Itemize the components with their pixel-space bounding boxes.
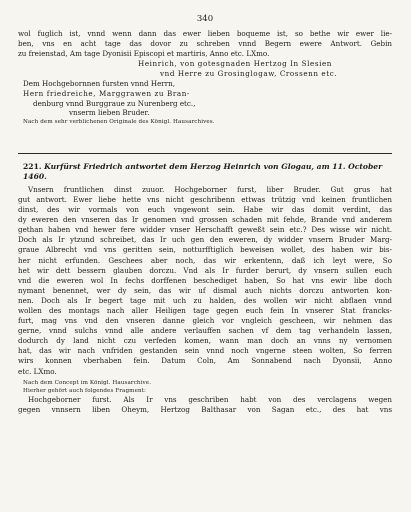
section-divider [18,153,392,154]
letter-continuation [18,29,392,126]
text-line: gethan haben vnd hewer fere widder vnser Herschafft geweßt sein etc.? Des wisse wir nicht. [18,225,392,235]
source-note: Nach dem sehr verblichenen Originale des Königl. Hausarchives. [23,118,215,125]
text-line: gerne, vnnd sulchs vnnd alle andere verlauffen sachen vf dem tag verhandeln lassen, [18,326,392,336]
text-line: wollen des montags nach aller Heiligen tage gegen euch fein In vnserer Stat francks- [18,305,392,315]
text-line: dodurch dy land nicht czu verfeden komen, wann man doch an vnns ny vernomen [18,336,392,346]
signature-line: Heinrich, von gotesgnaden Hertzog In Slesien [138,59,332,69]
address-line: denburg vnnd Burggraue zu Nurenberg etc., [33,98,196,108]
text-line: dinst, des wir vormals von euch vngewont sein. Habe wir das domit verdint, das [18,205,392,215]
text-line: gut antwort. Ewer liebe hette vns nicht geschribenn ettwas trützig vnd keinen fruntlichen [18,194,392,204]
text-line: her nicht erfunden. Geschees aber noch, das wir erkentenn, daß ich leyt were, So [18,255,392,265]
section-title: Kurfürst Friedrich antwortet dem Herzog Heinrich von Glogau, am 11. October 1460. [23,161,383,181]
text-line: dy eweren den vnseren das Ir genomen vnd grossen schaden mit fehde, Brande vnd anderem [18,215,392,225]
address-line: Dem Hochgebornnen fursten vnnd Herrn, [23,79,175,89]
text-line: furt, mag vns vnd den vnseren danne gleich vor vngleich gescheen, wir nehmen das [18,316,392,326]
letter-body [18,185,392,415]
source-note: Nach dem Concept im Königl. Hausarchive. [23,379,152,386]
page-number: 340 [196,14,214,24]
address-line: vnserm lieben Bruder. [69,108,150,118]
address-line: Hern friedreiche, Marggrawen zu Bran- [23,89,190,99]
address-block [18,79,392,117]
text-line: het wir dett bessern glauben dorczu. Vnd als Ir furder berurt, dy vnsern sullen euch [18,265,392,275]
text-line: Vnsern fruntlichen dinst zuuor. Hochgeborner furst, liber Bruder. Gut grus hat [28,184,392,194]
text-line: wirs konnen vberhaben fein. Datum Coln, Am Sonnabend nach Dyonsii, Anno [18,356,392,366]
text-line: wol fuglich ist, vnnd wenn dann das ewer lieben boqueme ist, so bethe wir ewer lie- [18,29,392,38]
text-line: nymant benennet, wer dy sein, das wir uf dismal auch nichts dorczu antworten kon- [18,285,392,295]
fragment-note: Hierher gehört auch folgendes Fragment: [23,387,147,394]
section-heading [18,162,392,182]
text-line: gegen vnnsern liben Oheym, Hertzog Balthasar von Sagan etc., des hat vns [18,404,392,414]
text-line: etc. LXmo. [18,366,57,376]
text-line: hat, das wir nach vnfriden gestanden sein vnnd noch vngerne steen wolten, So ferren [18,346,392,356]
signature-line: vnd Herre zu Grosinglogaw, Crossenn etc. [160,68,338,78]
text-line: zu freienstad, Am tage Dyonisii Episcopi et martiris, Anno etc. LXmo. [18,49,270,59]
text-line: graue Albrecht vnd vns geritten sein, notturfftiglich beweisen wollet, des haben wir bis- [18,245,392,255]
text-line: ben, vns en acht tage das dovor zu schreben vnnd Begern ewere Antwort. Gebin [18,39,392,49]
text-line: nen. Doch als Ir begert tage mit uch zu halden, des wollen wir nicht abflaen vnnd [18,295,392,305]
text-line: vnd die eweren wol In fechs dorffenen beschediget haben, So hat vns ewir libe doch [18,275,392,285]
section-number: 221. [23,161,42,171]
text-line: Hochgeborner furst. Als Ir vns geschriben habt von des verclagens wegen [28,394,392,404]
text-line: Doch als Ir ytzund schreibet, das Ir uch gen den eweren, dy widder vnsern Bruder Marg- [18,235,392,245]
